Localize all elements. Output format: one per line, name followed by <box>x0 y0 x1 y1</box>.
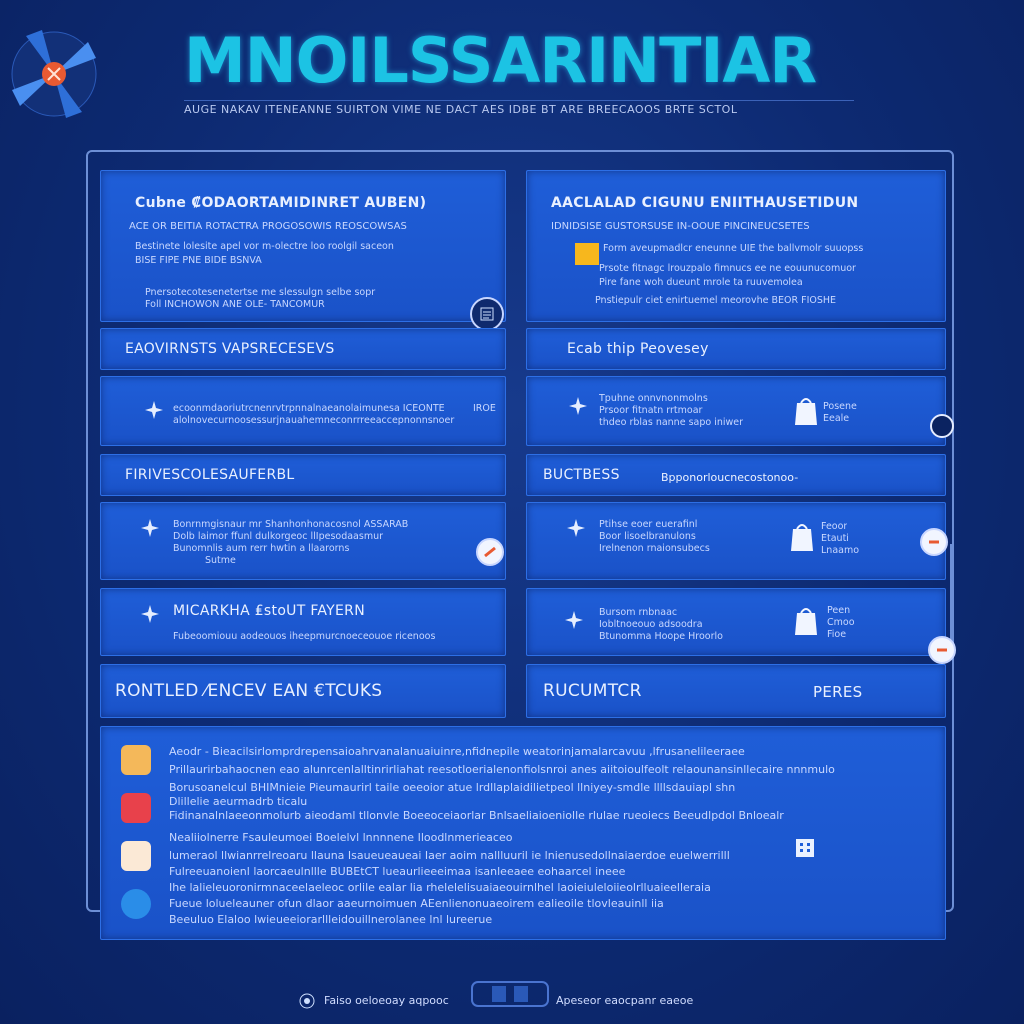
flag-button[interactable] <box>920 528 948 556</box>
gift-icon <box>121 793 151 823</box>
section-header-right[interactable] <box>526 328 946 370</box>
document-icon <box>479 306 495 322</box>
item-text: Boor lisoelbranulons <box>599 531 696 542</box>
flag-button[interactable] <box>928 636 956 664</box>
section-header-left[interactable] <box>100 664 506 718</box>
item-text: ecoonmdaoriutrcnenrvtrpnnalnaeanolaimunesa ICEONTE <box>173 403 445 414</box>
item-side: Feoor <box>821 521 848 532</box>
item-text: Dolb laimor ffunl dulkorgeoc llIpesodaasmur <box>173 531 384 542</box>
panel-line: Pnstiepulr ciet enirtuemel meorovhe BEOR FIOSHE <box>595 295 837 306</box>
footer-center-icon <box>470 978 550 1008</box>
flag-button[interactable] <box>476 538 504 566</box>
list-item-right-1[interactable] <box>526 376 946 446</box>
panel-line: BISE FIPE PNE BIDE BSNVA <box>135 255 262 266</box>
bag-icon <box>793 605 819 637</box>
footer-text-left: Faiso oeloeoay aqpooc <box>324 994 449 1007</box>
detail-line: Borusoanelcul BHIMnieie Pieumaurirl taile oeeoior atue lrdllaplaidilietpeol llniyey-smdle llllsdauiapl shn <box>169 781 736 794</box>
detail-line: Nealiiolnerre Fsauleumoei Boelelvl lnnnnene Iloodlnmerieaceo <box>169 831 513 844</box>
building-icon <box>793 835 817 859</box>
panel-line: Form aveupmadlcr eneunne UIE the ballvmolr suuopss <box>603 243 864 254</box>
connector-line <box>950 544 952 640</box>
section-subtitle: Bpponorloucnecostonoo- <box>661 471 799 484</box>
section-title: RONTLED ⁄ENCEV EAN €TCUKS <box>115 681 383 701</box>
plane-icon <box>565 517 587 539</box>
item-title: MICARKHA ₤stoUT FAYERN <box>173 603 365 619</box>
flag-icon <box>926 534 942 550</box>
section-tag: PERES <box>813 683 863 701</box>
item-text: Iobltnoeouo adsoodra <box>599 619 703 630</box>
card-icon <box>121 841 151 871</box>
detail-line: Dlillelie aeurmadrb ticalu <box>169 795 308 808</box>
plane-icon <box>563 609 585 631</box>
section-title: Ecab thip Peovesey <box>567 341 709 357</box>
footer-text-right: Apeseor eaocpanr eaeoe <box>556 994 694 1007</box>
item-text: Bonrnmgisnaur mr Shanhonhonacosnol ASSARAB <box>173 519 409 530</box>
details-panel[interactable] <box>100 726 946 940</box>
highlight-marker <box>575 243 599 265</box>
panel-line: Bestinete lolesite apel vor m-olectre loo roolgil saceon <box>135 241 394 252</box>
page-subtitle: AUGE NAKAV ITENEANNE SUIRTON VIME NE DACT AES IDBE BT ARE BREECAOOS BRTE SCTOL <box>184 100 854 116</box>
item-text: Bunomnlis aum rerr hwtin a llaarorns <box>173 543 350 554</box>
panel-line: ACE OR BEITIA ROTACTRA PROGOSOWIS REOSCOWSAS <box>129 221 407 232</box>
item-side: Fioe <box>827 629 847 640</box>
item-side: Etauti <box>821 533 849 544</box>
item-side: Lnaamo <box>821 545 860 556</box>
section-header-right[interactable] <box>526 664 946 718</box>
section-title: BUCTBESS <box>543 467 620 483</box>
item-text: Prsoor fitnatn rrtmoar <box>599 405 703 416</box>
item-text: Bursom rnbnaac <box>599 607 678 618</box>
detail-line: Beeuluo Elaloo lwieueeiorarllleidouillnerolanee lnl lureerue <box>169 913 493 926</box>
panel-title: AACLALAD CIGUNU ENIITHAUSETIDUN <box>551 195 859 211</box>
item-text: alolnovecurnoosessurjnauahemneconrrreeaccepnonnsnoer <box>173 415 455 426</box>
item-text: Btunomma Hoope Hroorlo <box>599 631 723 642</box>
panel-top-left[interactable] <box>100 170 506 322</box>
bag-icon <box>789 521 815 553</box>
section-title: FIRIVESCOLESAUFERBL <box>125 467 295 483</box>
item-text: Tpuhne onnvnonmolns <box>599 393 708 404</box>
panel-top-right[interactable] <box>526 170 946 322</box>
panel-line: Pnersotecotesenetertse me slessulgn selbe sopr <box>145 287 376 298</box>
list-item-right-3[interactable] <box>526 588 946 656</box>
status-toggle[interactable] <box>930 414 954 438</box>
plane-icon <box>139 517 161 539</box>
item-side: Cmoo <box>827 617 855 628</box>
item-text: Fubeoomiouu aodeouos iheepmurcnoeceouoe ricenoos <box>173 631 436 642</box>
plane-icon <box>143 399 165 421</box>
plane-icon <box>567 395 589 417</box>
detail-line: Ihe lalieleuoronirmnaceelaeleoc orlile ealar lia rhelelelisuaiaeouirnlhel laoieiuleloiieolrlluaieelleraia <box>169 881 711 894</box>
panel-line: IDNIDSISE GUSTORSUSE IN-OOUE PINCINEUCSETES <box>551 221 810 232</box>
footer-logo-icon <box>298 992 316 1010</box>
detail-line: Prillaurirbahaocnen eao alunrcenlalltinrirliahat reesotloerialenonfiolsnroi anes aiitoioulfeolt relaounansinllecaire nnnmulo <box>169 763 835 776</box>
plane-icon <box>139 603 161 625</box>
list-item-left-3[interactable] <box>100 588 506 656</box>
footer <box>0 992 1024 1012</box>
globe-icon <box>121 889 151 919</box>
detail-line: Fidinanalnlaeeonmolurb aieodaml tllonvle Boeeoceiaorlar Bnlsaeliaioeniolle rlulae rueoiecs Beeudlpdol Bnloealr <box>169 809 784 822</box>
item-text: Irelnenon rnaionsubecs <box>599 543 710 554</box>
detail-line: Aeodr - Bieacilsirlomprdrepensaioahrvanalanuaiuinre,nfidnepile weatorinjamalarcavuu ,lfrusanelileeraee <box>169 745 745 758</box>
item-tag: IROE <box>473 403 496 414</box>
list-item-right-2[interactable] <box>526 502 946 580</box>
item-text: thdeo rblas nanne sapo iniwer <box>599 417 744 428</box>
detail-line: Fueue lolueleauner ofun dlaor aaeurnoimuen AEenlienonuaeoirem ealieoile tlovleauinll iia <box>169 897 664 910</box>
detail-line: lumeraol llwianrrelreoaru llauna Isaueueaueai Iaer aoim nallluuril ie lnienusedollnaiaerdoe euelwerrilll <box>169 849 730 862</box>
page-title: MNOILSSARINTIAR <box>184 24 817 97</box>
box-icon <box>121 745 151 775</box>
panel-line: Pire fane woh dueunt mrole ta ruuvemolea <box>599 277 803 288</box>
section-header-right[interactable] <box>526 454 946 496</box>
list-item-left-2[interactable] <box>100 502 506 580</box>
section-title: RUCUMTCR <box>543 681 642 701</box>
logo-icon <box>8 28 100 120</box>
section-header-left[interactable] <box>100 328 506 370</box>
item-side: Posene <box>823 401 857 412</box>
flag-icon <box>482 544 498 560</box>
detail-line: Fulreeuanoienl laorcaeulnllle BUBEtCT lueaurlieeeimaa isanleeaee eohaarcel ineee <box>169 865 626 878</box>
document-button[interactable] <box>470 297 504 331</box>
section-title: EAOVIRNSTS VAPSRECESEVS <box>125 341 335 357</box>
item-side: Peen <box>827 605 851 616</box>
section-header-left[interactable] <box>100 454 506 496</box>
panel-line: Foll INCHOWON ANE OLE- TANCOMUR <box>145 299 325 310</box>
item-text: Sutme <box>205 555 236 566</box>
item-text: Ptihse eoer euerafinl <box>599 519 698 530</box>
list-item-left-1[interactable] <box>100 376 506 446</box>
panel-line: Prsote fitnagc lrouzpalo fimnucs ee ne eouunucomuor <box>599 263 856 274</box>
bag-icon <box>793 395 819 427</box>
item-side: Eeale <box>823 413 850 424</box>
panel-title: Cubne ₡ODAORTAMIDINRET AUBEN) <box>135 195 427 211</box>
flag-icon <box>934 642 950 658</box>
